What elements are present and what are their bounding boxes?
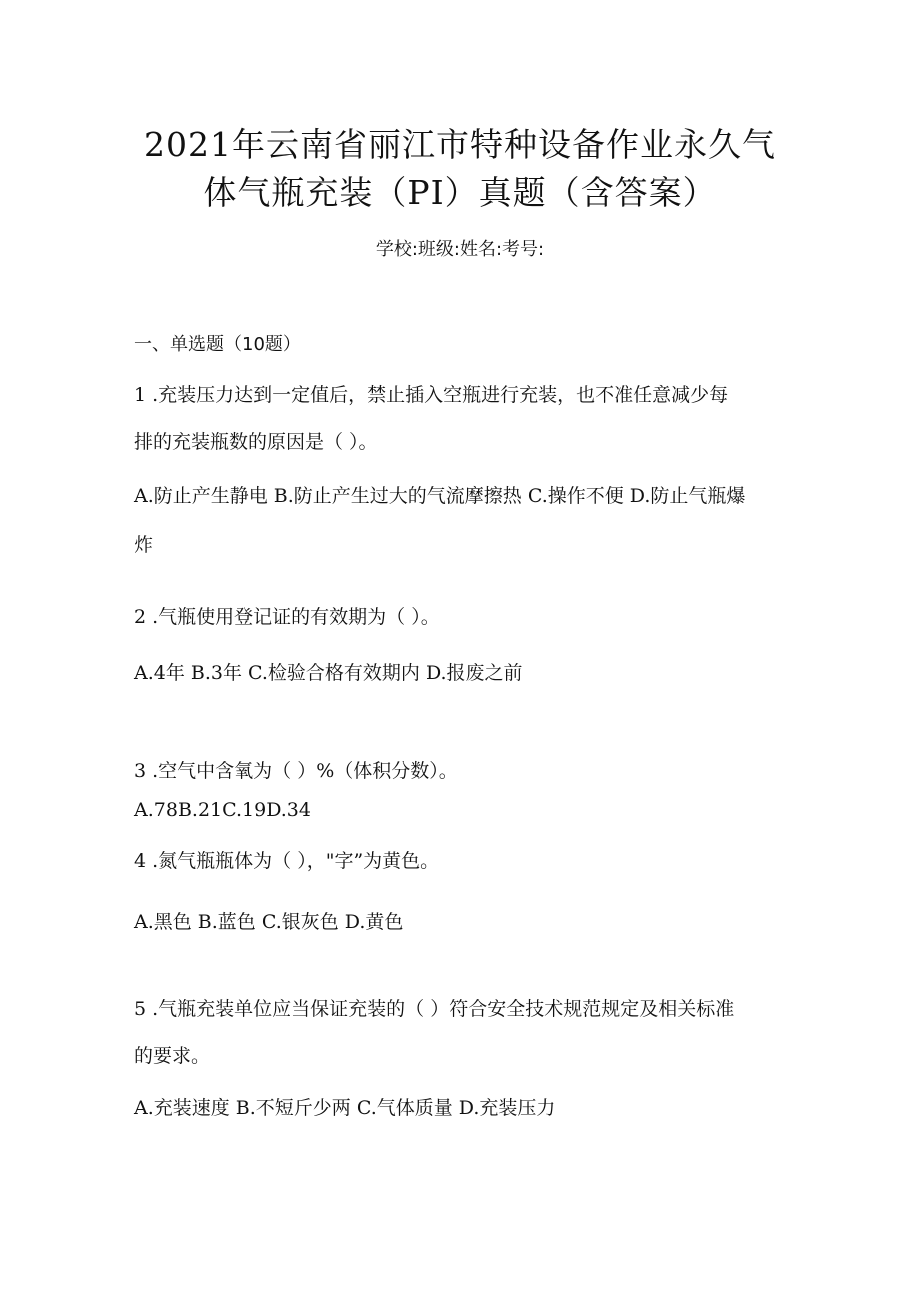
question-1-stem-line-1: 1 .充装压力达到一定值后，禁止插入空瓶进行充装，也不准任意减少每 [134, 384, 729, 406]
question-1-stem-line-2: 排的充装瓶数的原因是（ ）。 [134, 431, 378, 453]
question-3-options: A.78B.21C.19D.34 [134, 799, 311, 821]
section-heading: 一、单选题（10题） [134, 334, 301, 355]
question-3-stem: 3 .空气中含氧为（ ）%（体积分数）。 [134, 760, 458, 782]
document-title-line-2: 体气瓶充装（PI）真题（含答案） [203, 173, 717, 212]
question-1-options-line-2: 炸 [134, 534, 154, 556]
question-1-options-line-1: A.防止产生静电 B.防止产生过大的气流摩擦热 C.操作不便 D.防止气瓶爆 [134, 485, 746, 507]
question-5-stem-line-1: 5 .气瓶充装单位应当保证充装的（ ）符合安全技术规范规定及相关标准 [134, 998, 735, 1020]
question-4-stem: 4 .氮气瓶瓶体为（ ），"字”为黄色。 [134, 850, 440, 872]
question-5-options: A.充装速度 B.不短斤少两 C.气体质量 D.充装压力 [134, 1097, 556, 1119]
question-5-stem-line-2: 的要求。 [134, 1045, 211, 1067]
question-2-options: A.4年 B.3年 C.检验合格有效期内 D.报废之前 [134, 662, 523, 684]
question-4-options: A.黑色 B.蓝色 C.银灰色 D.黄色 [134, 911, 404, 933]
student-info-line: 学校:班级:姓名:考号: [375, 239, 545, 260]
document-title-line-1: 2021年云南省丽江市特种设备作业永久气 [144, 125, 776, 164]
question-2-stem: 2 .气瓶使用登记证的有效期为（ ）。 [134, 606, 440, 628]
